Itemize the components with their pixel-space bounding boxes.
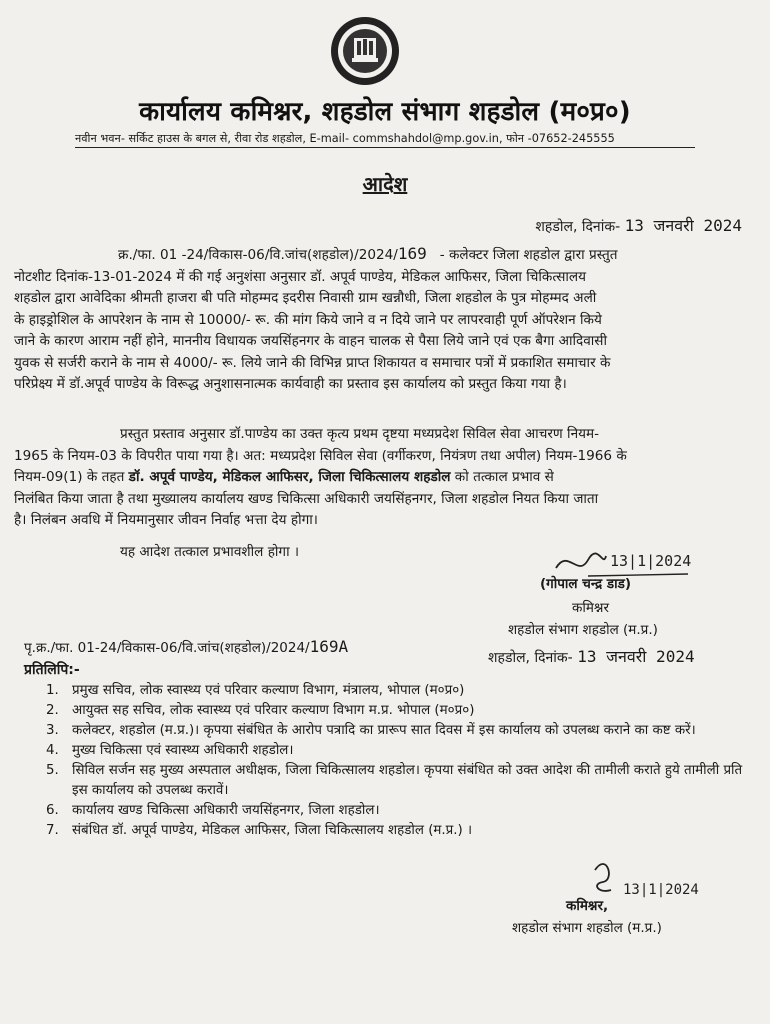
endorsement-date [488, 645, 695, 667]
list-item-text: कार्यालय खण्ड चिकित्सा अधिकारी जयसिंहनगर, जिला शहडोल। [72, 803, 380, 818]
list-item-number: 3. [46, 723, 59, 738]
list-item-text: मुख्य चिकित्सा एवं स्वास्थ्य अधिकारी शहडोल। [72, 743, 294, 758]
order-para1-line: परिप्रेक्ष्य में डॉ.अपूर्व पाण्डेय के विरूद्ध अनुशासनात्मक कार्यवाही का प्रस्ताव इस कार्यालय को प्रस्तुत किया गया है। [14, 376, 567, 392]
order-para2-line: निलंबित किया जाता है तथा मुख्यालय कार्यालय खण्ड चिकित्सा अधिकारी जयसिंहनगर, जिला शहडोल नियत किया जाता [14, 490, 599, 507]
endorsement-ref-number: पृ.क्र./फा. 01-24/विकास-06/वि.जांच(शहडोल)/2024/ [24, 640, 310, 656]
list-item-text: आयुक्त सह सचिव, लोक स्वास्थ्य एवं परिवार कल्याण विभाग म.प्र. भोपाल (म०प्र०) [72, 703, 475, 718]
list-item-text: संबंधित डॉ. अपूर्व पाण्डेय, मेडिकल आफिसर, जिला चिकित्सालय शहडोल (म.प्र.) । [72, 823, 473, 838]
list-item-text: कलेक्टर, शहडोल (म.प्र.)। कृपया संबंधित के आरोप पत्रादि का प्रारूप सात दिवस में इस कार्यालय को उपलब्ध कराने का कष्ट करें। [72, 723, 696, 738]
order-para2-line: को तत्काल प्रभाव से [454, 469, 554, 485]
order-para2-line: 1965 के नियम-03 के विपरीत पाया गया है। अत: मध्यप्रदेश सिविल सेवा (वर्गीकरण, नियंत्रण तथा अपील) नियम-1966 के [14, 447, 627, 464]
list-item-text: प्रमुख सचिव, लोक स्वास्थ्य एवं परिवार कल्याण विभाग, मंत्रालय, भोपाल (म०प्र०) [72, 683, 465, 698]
list-item [46, 681, 746, 701]
list-item [46, 821, 746, 841]
order-date-prefix: शहडोल, दिनांक- [535, 219, 621, 235]
list-item-number: 1. [46, 683, 59, 698]
list-item [46, 721, 746, 741]
endorsement-ref [24, 637, 348, 656]
list-item-number: 4. [46, 743, 59, 758]
order-para2-line: प्रस्तुत प्रस्ताव अनुसार डॉ.पाण्डेय का उक्त कृत्य प्रथम दृष्टया मध्यप्रदेश सिविल सेवा आचरण नियम- [120, 426, 600, 442]
endorsement-office: शहडोल संभाग शहडोल (म.प्र.) [512, 920, 662, 936]
list-item-number: 5. [46, 763, 59, 778]
order-para1-line: शहडोल द्वारा आवेदिका श्रीमती हाजरा बी पति मोहम्मद इदरीस निवासी ग्राम खन्नौधी, जिला शहडोल के पुत्र मोहम्मद अली [14, 290, 597, 306]
endorsement-designation: कमिश्नर, [566, 898, 609, 914]
order-para1-line: - कलेक्टर जिला शहडोल द्वारा प्रस्तुत [439, 247, 618, 263]
list-item-number: 7. [46, 823, 59, 838]
list-item-text: सिविल सर्जन सह मुख्य अस्पताल अधीक्षक, जिला चिकित्सालय शहडोल। कृपया संबंधित को उक्त आदेश की तामीली कराते हुये तामीली प्रति इस कार्यालय को उपलब्ध करावें। [72, 763, 743, 798]
order-ref-handwritten: 169 [397, 244, 427, 263]
office-address: नवीन भवन- सर्किट हाउस के बगल से, रीवा रोड शहडोल, E-mail- commshahdol@mp.gov.in, फोन -07652-245555 [75, 131, 695, 148]
signature-date: 13|1|2024 [610, 552, 692, 570]
list-item [46, 741, 746, 761]
list-item [46, 701, 746, 721]
order-ref-number: क्र./फा. 01 -24/विकास-06/वि.जांच(शहडोल)/2024/ [118, 247, 398, 263]
order-para1-line: के हाइड्रोशिल के आपरेशन के नाम से 10000/- रू. की मांग किये जाने व न दिये जाने पर लापरवाही पूर्ण ऑपरेशन किये [14, 311, 602, 328]
list-item-number: 2. [46, 703, 59, 718]
endorsement-ref-handwritten: 169A [309, 637, 349, 656]
accused-officer-name: डॉ. अपूर्व पाण्डेय, मेडिकल आफिसर, जिला चिकित्सालय शहडोल [128, 469, 451, 485]
order-para2-line: है। निलंबन अवधि में नियमानुसार जीवन निर्वाह भत्ता देय होगा। [14, 512, 318, 528]
endorsement-date-value: 13 जनवरी 2024 [577, 647, 695, 666]
copy-list [46, 681, 746, 841]
order-date-value: 13 जनवरी 2024 [624, 216, 742, 235]
list-item-number: 6. [46, 803, 59, 818]
order-para1-line: नोटशीट दिनांक-13-01-2024 में की गई अनुशंसा अनुसार डॉ. अपूर्व पाण्डेय, मेडिकल आफिसर, जिला चिकित्सालय [14, 268, 587, 285]
order-para1-line: युवक से सर्जरी कराने के नाम से 4000/- रू. लिये जाने की विभिन्न प्राप्त शिकायत व समाचार पत्रों में प्रकाशित समाचार के [14, 354, 611, 371]
order-para2-line: नियम-09(1) के तहत [14, 469, 125, 485]
state-emblem-seal [324, 14, 406, 88]
order-paragraph-1 [14, 243, 748, 396]
signature-date: 13|1|2024 [623, 882, 699, 898]
order-paragraph-3: यह आदेश तत्काल प्रभावशील होगा । [120, 544, 300, 560]
office-title: कार्यालय कमिश्नर, शहडोल संभाग शहडोल (म०प्र०) [139, 97, 631, 127]
endorsement-date-prefix: शहडोल, दिनांक- [488, 650, 573, 666]
copy-label: प्रतिलिपि:- [24, 662, 80, 678]
commissioner-designation: कमिश्नर [572, 600, 610, 616]
list-item [46, 761, 746, 801]
commissioner-office: शहडोल संभाग शहडोल (म.प्र.) [508, 622, 658, 638]
order-heading: आदेश [362, 172, 408, 196]
order-date [535, 214, 742, 236]
list-item [46, 801, 746, 821]
commissioner-name: (गोपाल चन्द्र डाड) [540, 576, 632, 592]
order-para1-line: जाने के कारण आराम नहीं होने, माननीय विधायक जयसिंहनगर के वाहन चालक से पैसा लिये जाने एवं एक बैगा आदिवासी [14, 333, 607, 349]
order-paragraph-2 [14, 424, 748, 532]
